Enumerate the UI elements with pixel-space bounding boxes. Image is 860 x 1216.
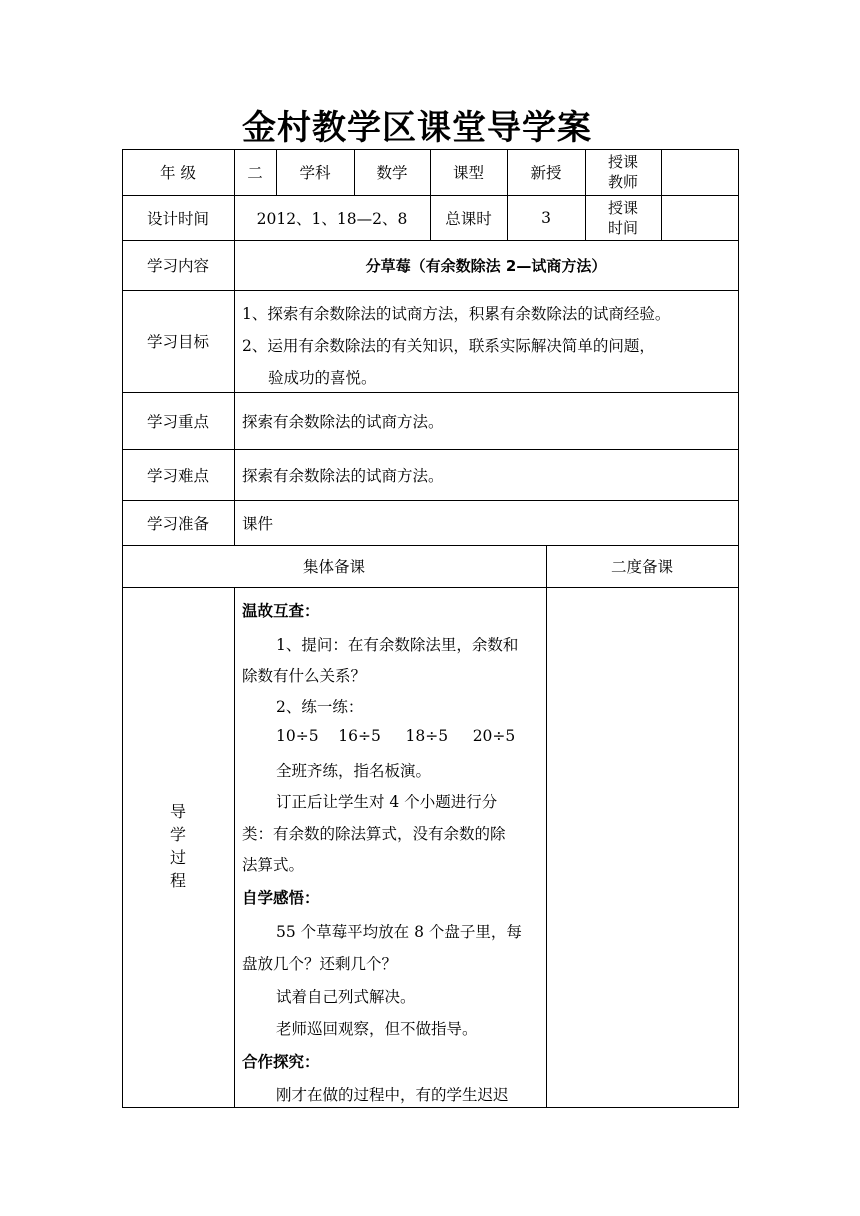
review-heading: 温故互查： bbox=[242, 602, 320, 620]
process-line: 类：有余数的除法算式，没有余数的除 bbox=[242, 825, 506, 843]
focus-label: 学习重点 bbox=[146, 412, 209, 431]
process-line: 刚才在做的过程中，有的学生迟迟 bbox=[276, 1086, 509, 1104]
design-time-value: 2012、1、18—2、8 bbox=[256, 209, 408, 228]
goals-label: 学习目标 bbox=[146, 333, 209, 351]
process-line: 55 个草莓平均放在 8 个盘子里，每 bbox=[276, 923, 522, 941]
process-label: 导 学 过 程 bbox=[169, 802, 186, 890]
collective-prep-header: 集体备课 bbox=[302, 558, 365, 576]
process-line: 法算式。 bbox=[242, 856, 305, 874]
document-title: 金村教学区课堂导学案 bbox=[242, 108, 592, 148]
total-hours-value: 3 bbox=[541, 208, 551, 227]
process-line: 1、提问：在有余数除法里，余数和 bbox=[276, 636, 519, 654]
process-line: 试着自己列式解决。 bbox=[276, 988, 416, 1006]
self-study-heading: 自学感悟： bbox=[242, 889, 320, 907]
content-value: 分草莓（有余数除法 2—试商方法） bbox=[365, 256, 607, 275]
teacher-value bbox=[661, 149, 738, 195]
process-line: 老师巡回观察，但不做指导。 bbox=[276, 1020, 478, 1038]
subject-label: 学科 bbox=[299, 164, 331, 182]
grade-value: 二 bbox=[247, 164, 263, 182]
second-prep-header: 二度备课 bbox=[610, 558, 673, 576]
lesson-time-value bbox=[661, 195, 738, 240]
process-line: 全班齐练，指名板演。 bbox=[276, 762, 432, 780]
practice-exercises: 10÷5 16÷5 18÷5 20÷5 bbox=[276, 727, 516, 745]
goal-line-3: 验成功的喜悦。 bbox=[268, 369, 377, 387]
lesson-time-label: 授课 时间 bbox=[607, 198, 638, 237]
process-line: 除数有什么关系？ bbox=[242, 667, 367, 685]
grade-label: 年 级 bbox=[160, 164, 196, 182]
process-line: 盘放几个？还剩几个？ bbox=[242, 955, 398, 973]
prep-value: 课件 bbox=[242, 514, 274, 533]
teacher-label: 授课 教师 bbox=[607, 153, 638, 191]
design-time-label: 设计时间 bbox=[146, 209, 209, 228]
difficulty-value: 探索有余数除法的试商方法。 bbox=[242, 466, 444, 485]
type-label: 课型 bbox=[452, 164, 484, 182]
total-hours-label: 总课时 bbox=[445, 209, 492, 228]
prep-label: 学习准备 bbox=[146, 514, 209, 533]
content-label: 学习内容 bbox=[146, 257, 209, 275]
goal-line-2: 2、运用有余数除法的有关知识，联系实际解决简单的问题， bbox=[242, 337, 655, 355]
process-line: 订正后让学生对 4 个小题进行分 bbox=[276, 793, 498, 811]
difficulty-label: 学习难点 bbox=[146, 466, 209, 485]
cooperation-heading: 合作探究： bbox=[242, 1053, 320, 1071]
subject-value: 数学 bbox=[376, 164, 408, 182]
process-line: 2、练一练： bbox=[276, 698, 364, 716]
goal-line-1: 1、探索有余数除法的试商方法，积累有余数除法的试商经验。 bbox=[242, 305, 671, 323]
type-value: 新授 bbox=[530, 164, 562, 182]
focus-value: 探索有余数除法的试商方法。 bbox=[242, 412, 444, 431]
